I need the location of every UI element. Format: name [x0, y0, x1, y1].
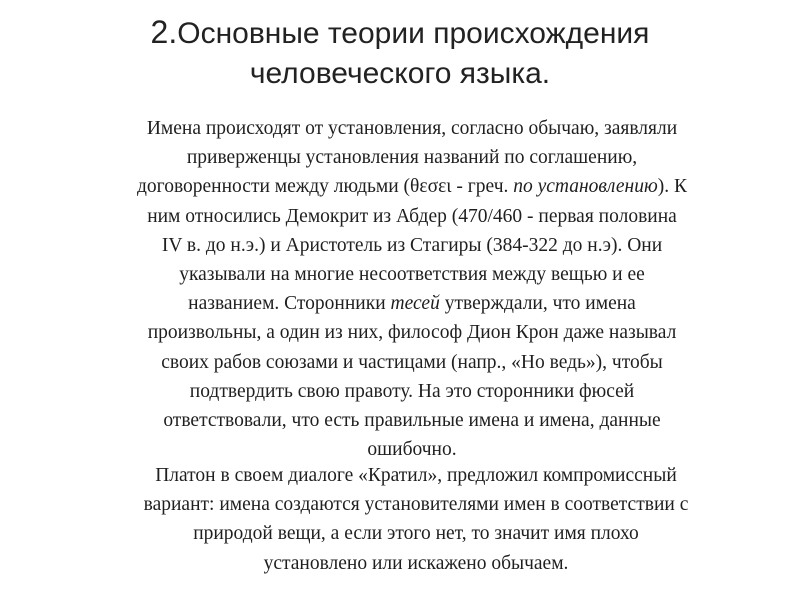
text-line [42, 406, 782, 435]
text-segment: названием. Сторонники [188, 293, 391, 315]
italic-term: по установлению [513, 176, 658, 198]
text-line [42, 143, 782, 172]
text-line [42, 289, 782, 318]
text-line [42, 549, 790, 578]
text-segment: ответствовали, что есть правильные имена и имена, данные [163, 410, 661, 432]
text-line [42, 318, 782, 347]
paragraph-names-by-convention [42, 114, 782, 464]
title-line-2: человеческого языка. [249, 57, 551, 90]
title-number: 2. [150, 14, 178, 50]
text-segment: договоренности между людьми (θεσει - греч. [137, 176, 514, 198]
text-segment: установлено или искажено обычаем. [263, 552, 569, 574]
text-line [42, 461, 790, 490]
text-line [42, 260, 782, 289]
text-segment: ошибочно. [367, 439, 457, 461]
text-line [42, 348, 782, 377]
text-line [42, 114, 782, 143]
text-segment: указывали на многие несоответствия между вещью и ее [179, 264, 645, 286]
text-line [42, 377, 782, 406]
text-segment: IV в. до н.э.) и Аристотель из Стагиры (384-322 до н.э). Они [161, 234, 663, 256]
text-line [42, 202, 782, 231]
title-text-1: Основные теории происхождения [177, 17, 650, 50]
text-line [42, 490, 790, 519]
text-segment: утверждали, что имена [439, 293, 636, 315]
text-line [42, 172, 782, 201]
text-segment: ). К [657, 176, 687, 198]
text-segment: вариант: имена создаются установителями имен в соответствии с [143, 494, 689, 516]
text-segment: Платон в своем диалоге «Кратил», предложил компромиссный [155, 465, 677, 486]
title-line-1 [60, 12, 740, 54]
text-segment: ним относились Демокрит из Абдер (470/460 - первая половина [147, 205, 677, 227]
italic-term: тесей [390, 293, 440, 315]
text-segment: приверженцы установления названий по соглашению, [186, 147, 638, 169]
text-segment: Имена происходят от установления, согласно обычаю, заявляли [146, 118, 678, 139]
text-line [42, 519, 790, 548]
text-segment: произвольны, а один из них, философ Дион Крон даже называл [147, 322, 677, 344]
slide-title [60, 12, 740, 94]
text-segment: природой вещи, а если этого нет, то значит имя плохо [193, 523, 639, 545]
text-segment: своих рабов союзами и частицами (напр., «Но ведь»), чтобы [161, 351, 663, 373]
paragraph-plato-compromise [42, 461, 790, 578]
text-line [42, 231, 782, 260]
text-segment: подтвердить свою правоту. На это сторонники фюсей [189, 380, 635, 402]
